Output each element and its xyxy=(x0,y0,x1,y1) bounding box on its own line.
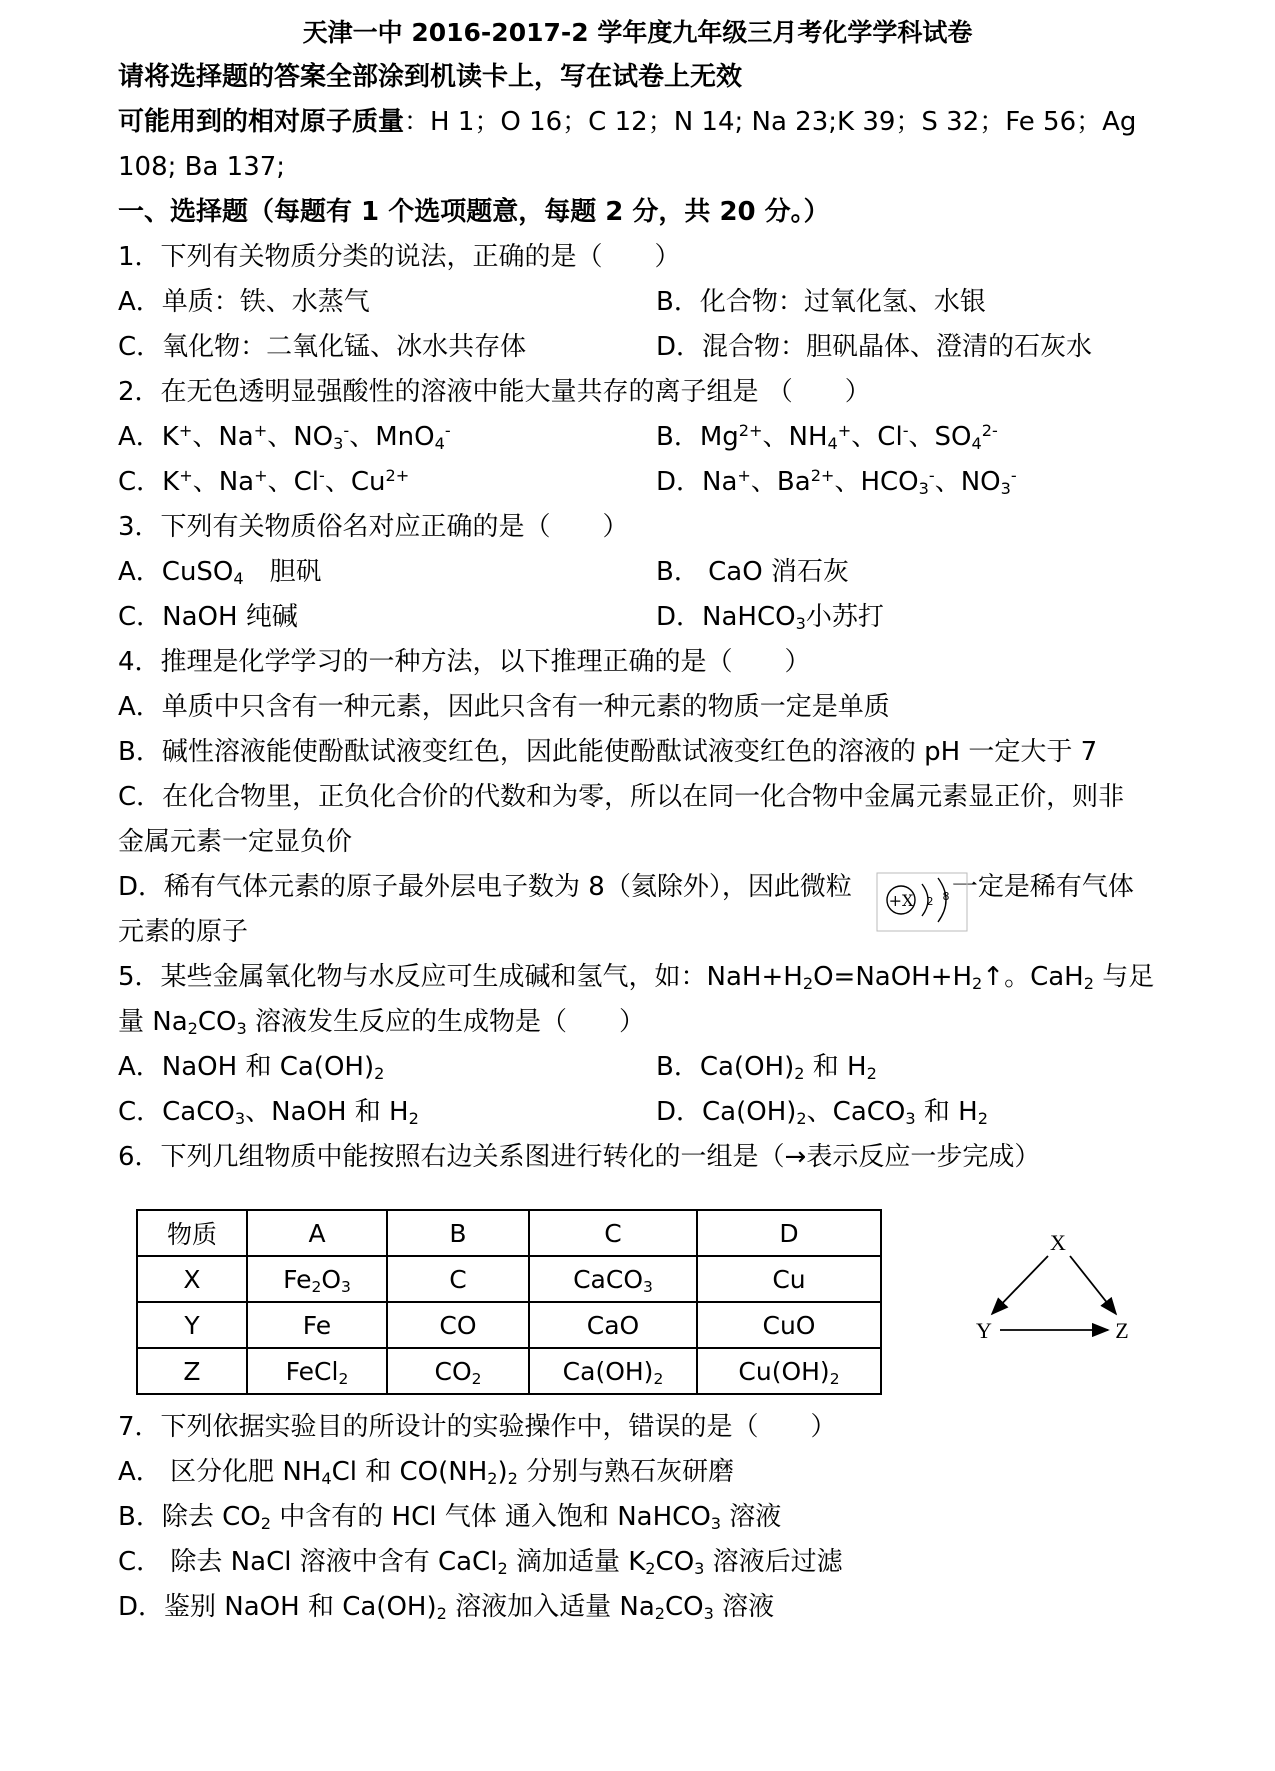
q1-option-c: C．氧化物：二氧化锰、冰水共存体 xyxy=(118,332,527,362)
q5-option-d: D．$Ca(OH)_2$、CaCO$_3$ 和 $H_2$ xyxy=(656,1097,988,1129)
table-cell: $Ca(OH)_2$ xyxy=(529,1348,697,1394)
q5-option-c: C．CaCO$_3$、NaOH 和 $H_2$ xyxy=(118,1097,419,1129)
q2-option-b: B．$Mg^{2+}$、$NH_4^+$、Cl-、$SO_4^{2-}$ xyxy=(656,421,998,454)
row-label: Z xyxy=(137,1348,247,1394)
q4-stem: 4．推理是化学学习的一种方法，以下推理正确的是（ ） xyxy=(118,647,811,677)
table-cell: $Cu(OH)_2$ xyxy=(697,1348,881,1394)
q4-option-b: B．碱性溶液能使酚酞试液变红色，因此能使酚酞试液变红色的溶液的 pH 一定大于 7 xyxy=(118,737,1098,767)
row-label: Y xyxy=(137,1302,247,1348)
q3-option-b: B． CaO 消石灰 xyxy=(656,557,849,587)
q4-option-c-cont: 金属元素一定显负价 xyxy=(118,827,353,857)
table-header-cell: D xyxy=(697,1210,881,1256)
q7-option-a: A． 区分化肥 $NH_4Cl$ 和 $CO(NH_2)_2$ 分别与熟石灰研磨 xyxy=(118,1457,735,1489)
arrow-x-to-y xyxy=(992,1256,1048,1314)
q7-option-b: B．除去 $CO_2$ 中含有的 HCl 气体 通入饱和 NaHCO$_3$ 溶液 xyxy=(118,1502,782,1534)
q5-stem-cont: 量 $Na_2CO_3$ 溶液发生反应的生成物是（ ） xyxy=(118,1007,646,1039)
q1-option-b: B．化合物：过氧化氢、水银 xyxy=(656,287,986,317)
atomic-mass-label: 可能用到的相对原子质量 xyxy=(118,107,405,137)
q7-stem: 7．下列依据实验目的所设计的实验操作中，错误的是（ ） xyxy=(118,1412,837,1442)
q4-option-c: C．在化合物里，正负化合价的代数和为零，所以在同一化合物中金属元素显正价，则非 xyxy=(118,782,1125,812)
atomic-mass-values-cont: 108; Ba 137; xyxy=(118,152,286,182)
nucleus-label: +X xyxy=(888,891,914,910)
q3-option-a: A．CuSO$_4$ 胆矾 xyxy=(118,557,322,589)
q5-stem: 5．某些金属氧化物与水反应可生成碱和氢气，如：$NaH+H_2O=NaOH+H_2↑$。CaH$_2$ 与足 xyxy=(118,962,1155,994)
q3-option-d: D．NaHCO$_3$小苏打 xyxy=(656,602,884,634)
table-cell: CaO xyxy=(529,1302,697,1348)
q6-stem: 6．下列几组物质中能按照右边关系图进行转化的一组是（→表示反应一步完成） xyxy=(118,1142,1041,1172)
q2-stem: 2．在无色透明显强酸性的溶液中能大量共存的离子组是 （ ） xyxy=(118,377,871,407)
table-row xyxy=(137,1348,881,1394)
table-header-cell: 物质 xyxy=(137,1210,247,1256)
q3-stem: 3．下列有关物质俗名对应正确的是（ ） xyxy=(118,512,629,542)
atomic-mass-line xyxy=(118,107,1136,138)
q1-stem: 1．下列有关物质分类的说法，正确的是（ ） xyxy=(118,242,681,272)
node-y: Y xyxy=(976,1318,992,1343)
table-header-cell: A xyxy=(247,1210,387,1256)
q7-option-d: D．鉴别 NaOH 和 $Ca(OH)_2$ 溶液加入适量 $Na_2CO_3$ 溶液 xyxy=(118,1592,775,1624)
table-cell: CaCO$_3$ xyxy=(529,1256,697,1302)
q2-option-a: A．K+、Na+、$NO_3^-$、MnO$_4$- xyxy=(118,421,451,454)
answer-notice: 请将选择题的答案全部涂到机读卡上，写在试卷上无效 xyxy=(118,62,743,92)
q5-option-a: A．NaOH 和 $Ca(OH)_2$ xyxy=(118,1052,385,1084)
q5-option-b: B．$Ca(OH)_2$ 和 $H_2$ xyxy=(656,1052,877,1084)
q7-option-c: C． 除去 NaCl 溶液中含有 CaCl$_2$ 滴加适量 $K_2CO_3$ 溶液后过滤 xyxy=(118,1547,843,1579)
node-z: Z xyxy=(1115,1318,1129,1343)
q4-option-d-text-end: 一定是稀有气体 xyxy=(951,872,1134,902)
q4-option-d xyxy=(118,872,1134,903)
table-cell: FeCl$_2$ xyxy=(247,1348,387,1394)
q1-option-d: D．混合物：胆矾晶体、澄清的石灰水 xyxy=(656,332,1093,362)
table-cell: $Fe_2O_3$ xyxy=(247,1256,387,1302)
table-cell: $CO_2$ xyxy=(387,1348,529,1394)
table-cell: C xyxy=(387,1256,529,1302)
q4-option-d-cont: 元素的原子 xyxy=(118,917,249,947)
table-header-row xyxy=(137,1210,881,1256)
table-header-cell: C xyxy=(529,1210,697,1256)
q3-option-c: C．NaOH 纯碱 xyxy=(118,602,298,632)
inner-shell-count: 2 xyxy=(926,895,934,908)
section-title: 一、选择题（每题有 1 个选项题意，每题 2 分，共 20 分。） xyxy=(118,197,830,227)
q4-option-a: A．单质中只含有一种元素，因此只含有一种元素的物质一定是单质 xyxy=(118,692,890,722)
table-cell: Fe xyxy=(247,1302,387,1348)
outer-shell-count: 8 xyxy=(942,890,950,903)
row-label: X xyxy=(137,1256,247,1302)
q2-option-c: C．K+、Na+、Cl-、$Cu^{2+}$ xyxy=(118,466,410,497)
table-row xyxy=(137,1302,881,1348)
q1-option-a: A．单质：铁、水蒸气 xyxy=(118,287,370,317)
table-cell: CO xyxy=(387,1302,529,1348)
substance-table xyxy=(136,1209,882,1395)
exam-title: 天津一中 2016-2017-2 学年度九年级三月考化学学科试卷 xyxy=(302,18,973,47)
table-cell: Cu xyxy=(697,1256,881,1302)
q5-stem-end: 溶液发生反应的生成物是（ ） xyxy=(255,1007,646,1037)
atomic-mass-values: ：H 1；O 16；C 12；N 14; Na 23;K 39；S 32；Fe 56；Ag xyxy=(404,107,1137,137)
table-row xyxy=(137,1256,881,1302)
conversion-diagram xyxy=(970,1226,1150,1346)
q2-option-d: D．Na+、$Ba^{2+}$、$HCO_3^-$、$NO_3^-$ xyxy=(656,466,1017,499)
table-header-cell: B xyxy=(387,1210,529,1256)
q4-option-d-text: D．稀有气体元素的原子最外层电子数为 8（氦除外），因此微粒 xyxy=(118,872,852,902)
table-cell: CuO xyxy=(697,1302,881,1348)
node-x: X xyxy=(1050,1230,1066,1255)
arrow-x-to-z xyxy=(1070,1256,1116,1314)
atom-structure-diagram xyxy=(876,872,968,932)
